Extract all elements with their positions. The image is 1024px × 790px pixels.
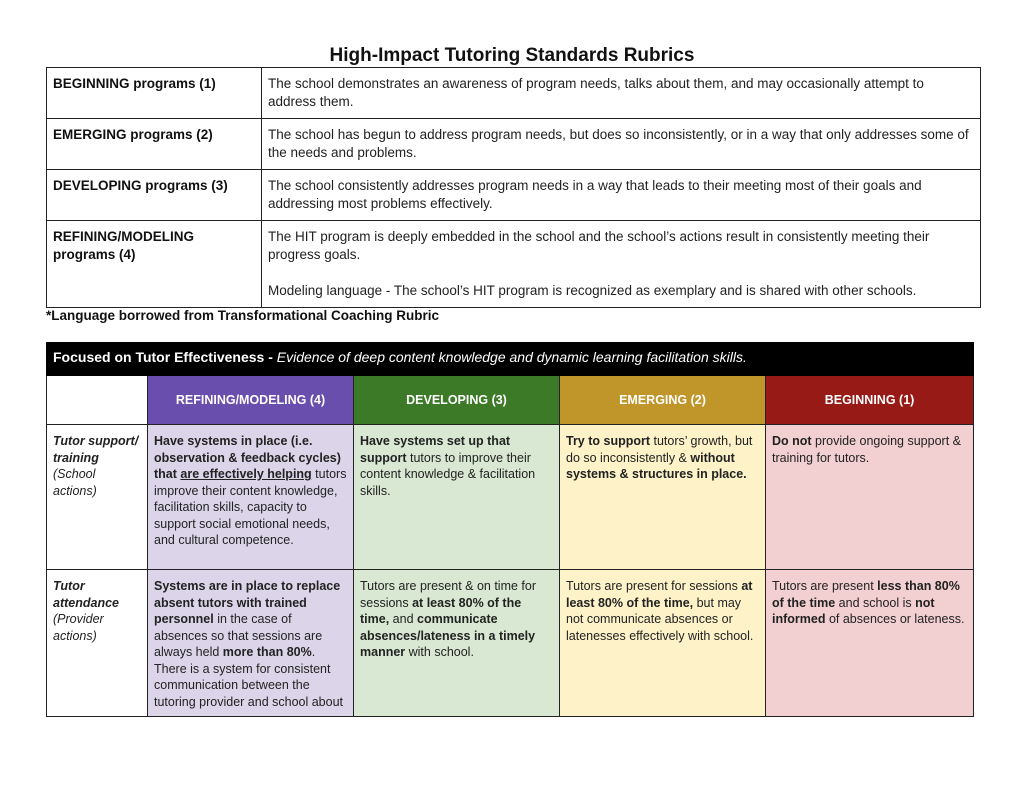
cell-text: in the case of absences so that sessions are always held [154,612,323,659]
levels-table [46,67,981,308]
level-label: DEVELOPING programs (3) [47,170,262,221]
rubric-row [47,570,974,717]
rubric-cell-developing [354,425,560,570]
footnote: *Language borrowed from Transformational Coaching Rubric [46,308,440,323]
cell-text: at least 80% of the time, [566,579,753,610]
rubric-header-cell [47,343,974,376]
rubric-row-label [47,425,148,570]
cell-text: at least 80% of the time, [360,595,522,626]
level-description-text: Modeling language - The school’s HIT program is recognized as exemplary and is shared with other schools. [268,283,917,298]
rubric-table [46,342,974,717]
page-title: High-Impact Tutoring Standards Rubrics [329,45,695,66]
cell-text: not informed [772,595,935,626]
level-row [47,68,981,119]
cell-text: without systems & structures in place. [566,450,747,481]
level-description [262,119,981,170]
cell-text: tutors to improve their content knowledge & facilitation skills. [360,450,536,498]
corner-cell [47,376,148,425]
rubric-cell-beginning [766,425,974,570]
levels-body [47,68,981,308]
column-header-developing: DEVELOPING (3) [354,376,560,425]
cell-text: Tutors are present & on time for sessions [360,579,537,610]
column-header-emerging: EMERGING (2) [560,376,766,425]
cell-text: of absences or lateness. [825,612,965,626]
level-description-text: The school demonstrates an awareness of program needs, talks about them, and may occasionally attempt to address them. [268,76,924,109]
cell-text: Have systems in place (i.e. observation & feedback cycles) that [154,434,341,481]
cell-text: and school is [835,595,916,610]
rubric-cell-emerging [560,570,766,717]
rubric-row-label [47,570,148,717]
cell-text: Tutors are present [772,579,878,593]
level-label: EMERGING programs (2) [47,119,262,170]
column-header-refining: REFINING/MODELING (4) [148,376,354,425]
cell-text: less than 80% of the time [772,579,960,610]
rubric-header-subtitle: Evidence of deep content knowledge and dynamic learning facilitation skills. [276,349,747,365]
cell-text: Tutors are present for sessions [566,579,742,593]
row-label-name: Tutor support/ training [53,434,139,465]
cell-text: tutors improve their content knowledge, facilitation skills, capacity to support social emotional needs, and cultural competence. [154,467,347,547]
cell-text: Have systems set up that support [360,434,511,465]
level-description [262,221,981,308]
rubric-column-headers [47,376,974,425]
level-row [47,119,981,170]
rubric-cell-emerging [560,425,766,570]
rubric-header-title: Focused on Tutor Effectiveness - [53,349,277,365]
rubric-row [47,425,974,570]
row-label-sub: (School actions) [53,467,97,498]
cell-text: Systems are in place to replace absent tutors with trained personnel [154,579,341,626]
rubric-cell-beginning [766,570,974,717]
level-description-text: The HIT program is deeply embedded in the school and the school’s actions result in consistently meeting their progress goals. [268,229,930,262]
cell-text: Try to support [566,434,651,448]
level-description-text: The school consistently addresses program needs in a way that leads to their meeting most of their goals and addressing most problems effectively. [268,178,922,211]
cell-text: and [389,612,417,626]
cell-text: communicate absences/lateness in a timely manner [360,612,536,659]
cell-text: more than 80% [222,645,312,659]
cell-text: Do not [772,434,812,448]
cell-text: are effectively helping [180,467,312,481]
cell-text: tutors’ growth, but do so inconsistently & [566,434,753,465]
column-header-beginning: BEGINNING (1) [766,376,974,425]
level-description [262,170,981,221]
rubric-cell-refining [148,570,354,717]
cell-text: provide ongoing support & training for tutors. [772,434,961,465]
cell-text: with school. [405,645,474,659]
cell-text: but may not communicate absences or latenesses effectively with school. [566,595,754,643]
cell-text: . There is a system for consistent communication between the tutoring provider and school about [154,645,344,709]
row-label-sub: (Provider actions) [53,612,104,643]
rubric-cell-developing [354,570,560,717]
rubric-body [47,425,974,717]
rubric-header-bar [47,343,974,376]
row-label-name: Tutor attendance [53,579,119,610]
level-label: BEGINNING programs (1) [47,68,262,119]
rubric-cell-refining [148,425,354,570]
level-description-text: The school has begun to address program needs, but does so inconsistently, or in a way that only addresses some of the needs and problems. [268,127,969,160]
level-label: REFINING/MODELING programs (4) [47,221,262,308]
level-row [47,170,981,221]
level-row [47,221,981,308]
level-description [262,68,981,119]
